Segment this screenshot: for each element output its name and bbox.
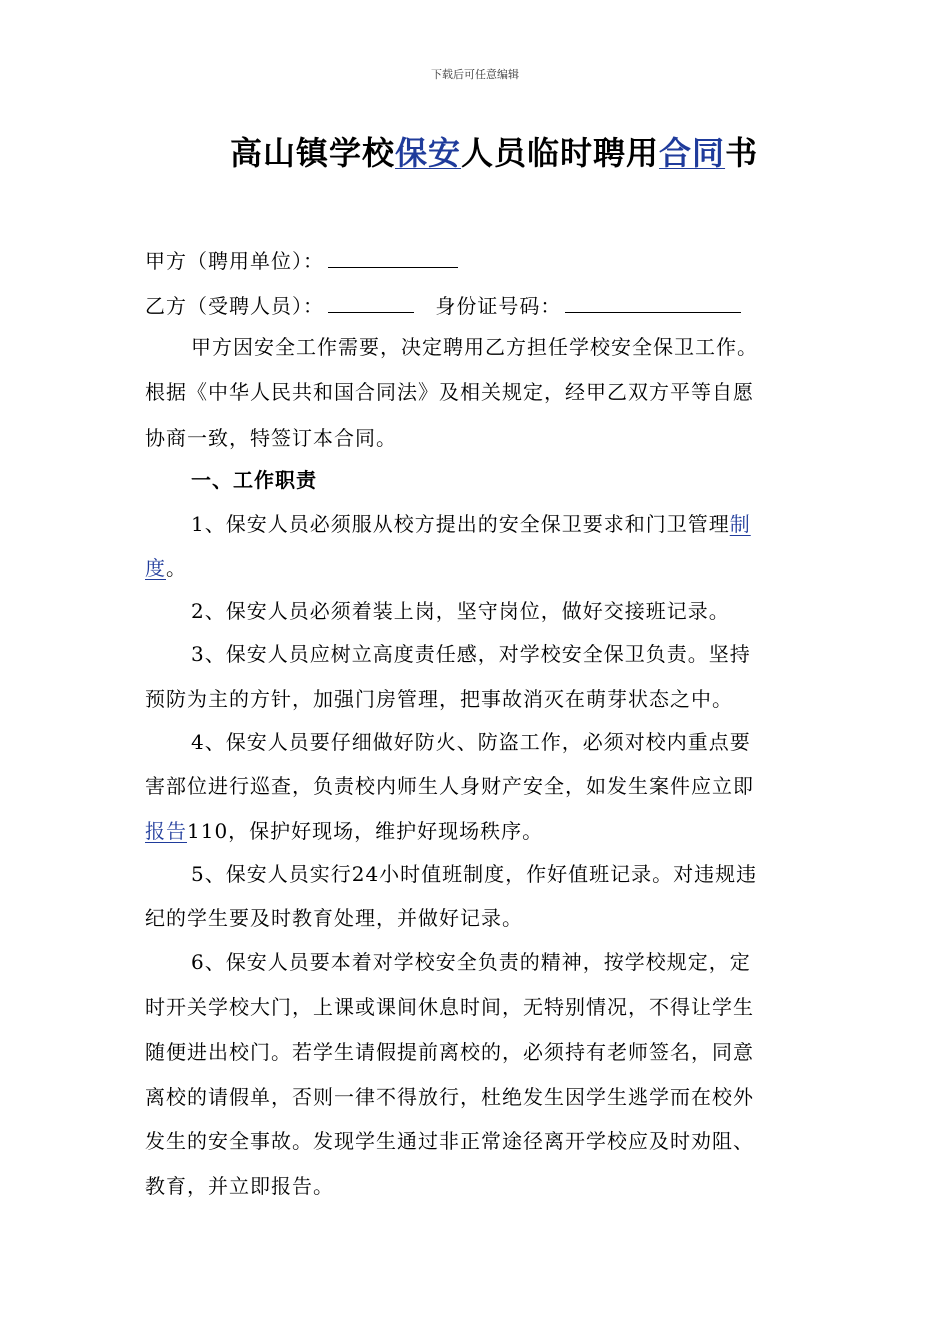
item-5-line-2: 纪的学生要及时教育处理，并做好记录。 (145, 906, 523, 930)
party-b-label: 乙方（受聘人员）： (145, 294, 324, 318)
item-6-line-4: 离校的请假单，否则一律不得放行，杜绝发生因学生逃学而在校外 (145, 1085, 754, 1109)
party-a-line (145, 245, 458, 274)
item-4-line-2: 害部位进行巡查，负责校内师生人身财产安全，如发生案件应立即 (145, 774, 754, 798)
title-part-3: 书 (725, 134, 759, 172)
item-2: 2、保安人员必须着装上岗，坚守岗位，做好交接班记录。 (191, 599, 730, 623)
party-b-blank[interactable] (328, 292, 414, 313)
item-1-text: 1、保安人员必须服从校方提出的安全保卫要求和门卫管理 (191, 512, 730, 536)
item-1-line-2 (145, 552, 187, 581)
item-6-line-3: 随便进出校门。若学生请假提前离校的，必须持有老师签名，同意 (145, 1040, 754, 1064)
item-4-tail: 110，保护好现场，维护好现场秩序。 (187, 819, 544, 843)
header-note: 下载后可任意编辑 (431, 68, 519, 81)
title-link-baoan[interactable]: 保安 (395, 134, 462, 172)
item-4-line-3 (145, 815, 543, 844)
title-link-hetong[interactable]: 合同 (659, 134, 726, 172)
item-1-line-1 (191, 508, 751, 537)
party-b-line (145, 290, 741, 319)
item-6-line-2: 时开关学校大门，上课或课间休息时间，无特别情况，不得让学生 (145, 995, 754, 1019)
party-a-label: 甲方（聘用单位）： (145, 249, 324, 273)
item-1-tail: 。 (166, 556, 187, 580)
item-6-line-1: 6、保安人员要本着对学校安全负责的精神，按学校规定，定 (191, 950, 751, 974)
id-number-label: 身份证号码： (435, 294, 562, 318)
title-part-1: 高山镇学校 (230, 134, 396, 172)
document-title (230, 128, 830, 174)
item-3-line-1: 3、保安人员应树立高度责任感，对学校安全保卫负责。坚持 (191, 642, 751, 666)
id-number-blank[interactable] (565, 292, 741, 313)
title-part-2: 人员临时聘用 (461, 134, 660, 172)
intro-line-1: 甲方因安全工作需要，决定聘用乙方担任学校安全保卫工作。 (191, 335, 758, 359)
item-1-link-zhi[interactable]: 制 (729, 512, 751, 536)
party-a-blank[interactable] (328, 247, 458, 268)
item-6-line-6: 教育，并立即报告。 (145, 1174, 334, 1198)
item-1-link-du[interactable]: 度 (145, 556, 166, 580)
intro-line-2: 根据《中华人民共和国合同法》及相关规定，经甲乙双方平等自愿 (145, 380, 754, 404)
item-3-line-2: 预防为主的方针，加强门房管理，把事故消灭在萌芽状态之中。 (145, 687, 733, 711)
item-6-line-5: 发生的安全事故。发现学生通过非正常途径离开学校应及时劝阻、 (145, 1129, 754, 1153)
intro-line-3: 协商一致，特签订本合同。 (145, 426, 397, 450)
item-4-link-baogao[interactable]: 报告 (145, 819, 187, 843)
section-heading-duties: 一、工作职责 (191, 468, 317, 492)
item-4-line-1: 4、保安人员要仔细做好防火、防盗工作，必须对校内重点要 (191, 730, 751, 754)
item-5-line-1: 5、保安人员实行24小时值班制度，作好值班记录。对违规违 (191, 862, 758, 886)
